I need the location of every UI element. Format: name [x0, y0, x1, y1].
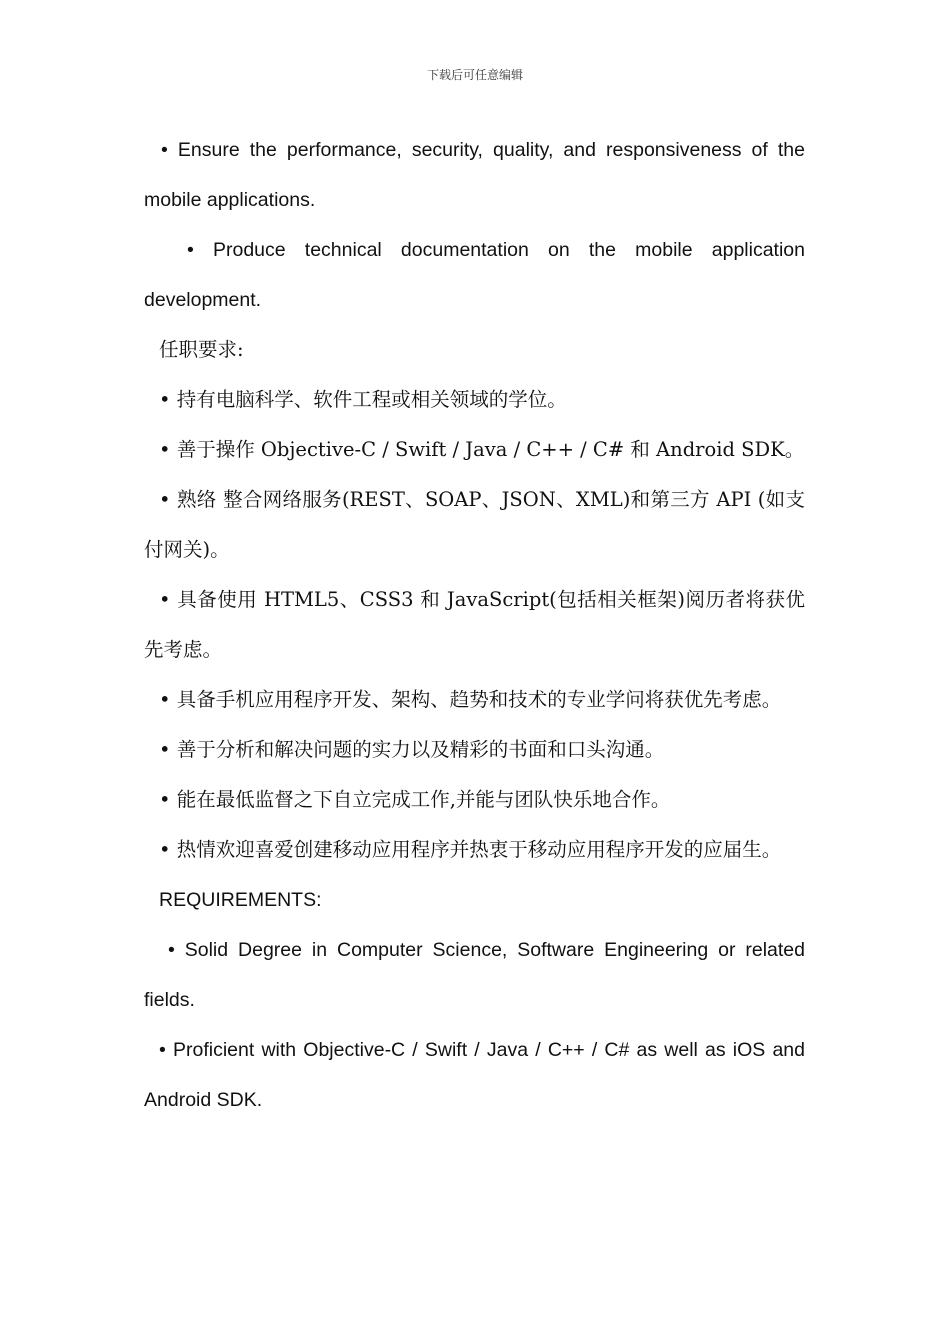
paragraph-produce-documentation: • Produce technical documentation on the mobile application development. [144, 239, 805, 311]
paragraph-req-zh-degree: • 持有电脑科学、软件工程或相关领域的学位。 [159, 388, 567, 411]
paragraph-req-en-degree: • Solid Degree in Computer Science, Software Engineering or related fields. [144, 939, 805, 1011]
paragraph-req-zh-expertise: • 具备手机应用程序开发、架构、趋势和技术的专业学问将获优先考虑。 [159, 688, 782, 711]
paragraph-req-zh-analysis: • 善于分析和解决问题的实力以及精彩的书面和口头沟通。 [159, 738, 665, 761]
paragraph-req-zh-html5: • 具备使用 HTML5、CSS3 和 JavaScript(包括相关框架)阅历者将获优先考虑。 [144, 588, 805, 661]
section-heading-requirements-en: REQUIREMENTS: [159, 889, 322, 911]
paragraph-ensure-performance: • Ensure the performance, security, quality, and responsiveness of the mobile applications. [144, 139, 805, 211]
page-header: 下载后可任意编辑 [426, 68, 523, 82]
document-body [144, 125, 805, 1125]
paragraph-req-zh-web-services: • 熟络 整合网络服务(REST、SOAP、JSON、XML)和第三方 API (如支付网关)。 [144, 488, 805, 561]
paragraph-req-zh-languages: • 善于操作 Objective-C / Swift / Java / C++ / C# 和 Android SDK。 [159, 438, 805, 461]
section-heading-requirements-zh: 任职要求: [159, 338, 244, 361]
paragraph-req-zh-independent: • 能在最低监督之下自立完成工作,并能与团队快乐地合作。 [159, 788, 671, 811]
paragraph-req-en-languages: • Proficient with Objective-C / Swift / Java / C++ / C# as well as iOS and Android SDK. [144, 1039, 805, 1111]
paragraph-req-zh-graduates: • 热情欢迎喜爱创建移动应用程序并热衷于移动应用程序开发的应届生。 [159, 838, 782, 861]
